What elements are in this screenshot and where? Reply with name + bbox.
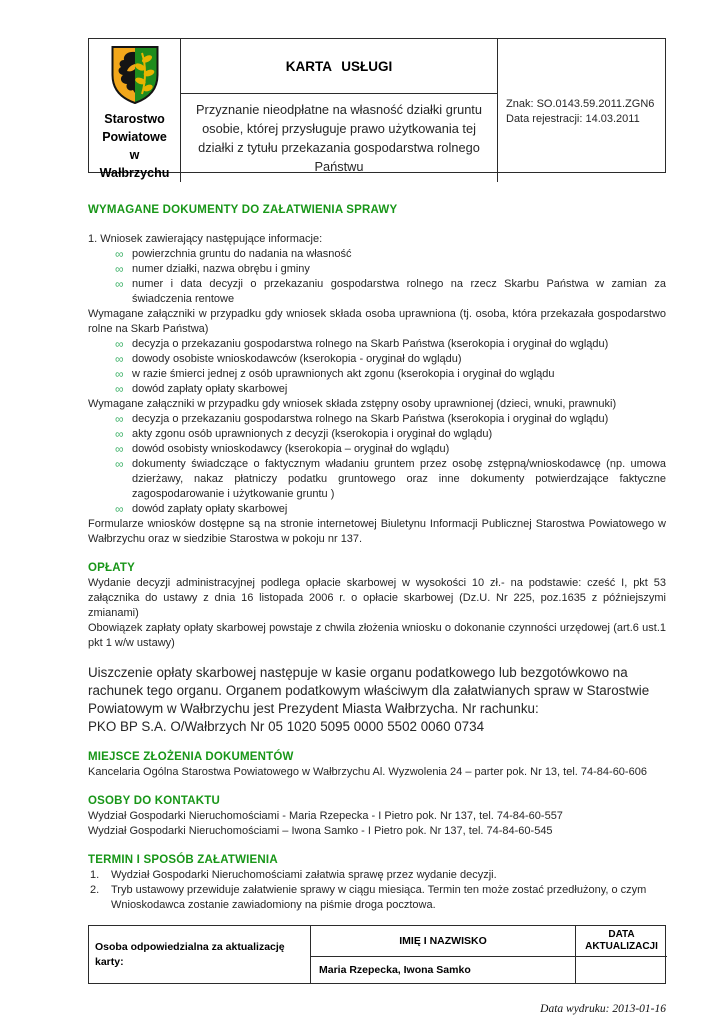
section-heading-deadline: TERMIN I SPOSÓB ZAŁATWIENIA (88, 854, 278, 866)
infinity-bullet-icon: ∞ (115, 457, 124, 471)
list-item (88, 427, 666, 442)
payment-info-paragraph (88, 664, 666, 736)
coat-of-arms-icon (110, 45, 160, 110)
list-item-text: numer działki, nazwa obrębu i gminy (132, 263, 310, 275)
office-logo-cell (89, 39, 181, 182)
office-name-line: w (129, 148, 140, 162)
list-item (88, 352, 666, 367)
reference-cell (498, 39, 667, 182)
list-item (88, 457, 666, 502)
infinity-bullet-icon: ∞ (115, 277, 124, 291)
list-item (88, 367, 666, 382)
paragraph: 1. Wniosek zawierający następujące informacje: (88, 233, 323, 245)
office-name-line: Wałbrzychu (99, 166, 170, 180)
infinity-bullet-icon: ∞ (115, 352, 124, 366)
infinity-bullet-icon: ∞ (115, 442, 124, 456)
item-number: 2. (90, 884, 100, 896)
section-heading-contacts: OSOBY DO KONTAKTU (88, 795, 221, 807)
list-item-text: numer i data decyzji o przekazaniu gospodarstwa rolnego na rzecz Skarbu Państwa w zamian za świadczenia rentowe (132, 278, 666, 305)
contact-line: Wydział Gospodarki Nieruchomościami – Iwona Samko - I Pietro pok. Nr 137, tel. 74-84-60-545 (88, 825, 553, 837)
paragraph: Wydanie decyzji administracyjnej podlega opłacie skarbowej w wysokości 10 zł.- na podstawie: cześć I, pkt 53 załącznika do ustawy z dnia 16 listopada 2006 r. o opłacie skarbowej (Dz.U. Nr 225, poz.1635 z późniejszymi zmianami) (88, 577, 666, 619)
infinity-bullet-icon: ∞ (115, 367, 124, 381)
numbered-item-text: Wydział Gospodarki Nieruchomościami załatwia sprawę przez wydanie decyzji. (111, 869, 497, 881)
infinity-bullet-icon: ∞ (115, 427, 124, 441)
paragraph: Obowiązek zapłaty opłaty skarbowej powstaje z chwila złożenia wniosku o dokonanie czynności urzędowej (art.6 ust.1 pkt 1 w/w ustawy) (88, 622, 666, 649)
update-date-column-header: DATA AKTUALIZACJI (576, 926, 667, 957)
list-item-text: decyzja o przekazaniu gospodarstwa rolnego na Skarb Państwa (kserokopia i oryginał do wglądu) (132, 338, 609, 350)
list-item (88, 262, 666, 277)
list-item (88, 382, 666, 397)
bank-account-number: PKO BP S.A. O/Wałbrzych Nr 05 1020 5095 0000 5502 0060 0734 (88, 719, 485, 734)
update-info-table (88, 925, 666, 984)
office-name-line: Starostwo (104, 112, 165, 126)
numbered-item (88, 883, 666, 913)
header-table (88, 38, 666, 180)
paragraph: Wymagane załączniki w przypadku gdy wniosek składa zstępny osoby uprawnionej (dzieci, wnuki, prawnuki) (88, 398, 617, 410)
registration-date: Data rejestracji: 14.03.2011 (506, 113, 640, 125)
infinity-bullet-icon: ∞ (115, 247, 124, 261)
list-item-text: dowód zapłaty opłaty skarbowej (132, 383, 288, 395)
card-title: KARTA USŁUGI (181, 39, 497, 94)
list-item-text: powierzchnia gruntu do nadania na własność (132, 248, 352, 260)
list-item (88, 442, 666, 457)
list-item-text: dowód osobisty wnioskodawcy (kserokopia – oryginał do wglądu) (132, 443, 450, 455)
card-title-cell (181, 39, 498, 182)
list-item (88, 412, 666, 427)
infinity-bullet-icon: ∞ (115, 337, 124, 351)
list-item (88, 337, 666, 352)
list-item (88, 247, 666, 262)
office-name (100, 110, 170, 182)
paragraph: Formularze wniosków dostępne są na stronie internetowej Biuletynu Informacji Publicznej Starostwa Powiatowego w Wałbrzychu oraz w siedzibie Starostwa w pokoju nr 137. (88, 518, 666, 545)
list-item-text: dowód zapłaty opłaty skarbowej (132, 503, 288, 515)
section-heading-required-docs: WYMAGANE DOKUMENTY DO ZAŁATWIENIA SPRAWY (88, 204, 398, 216)
contact-line: Wydział Gospodarki Nieruchomościami - Maria Rzepecka - I Pietro pok. Nr 137, tel. 74-84-60-557 (88, 810, 563, 822)
list-item (88, 502, 666, 517)
service-title: Przyznanie nieodpłatne na własność działki gruntu osobie, której przysługuje prawo użytkowania tej działki z tytułu przekazania gospodarstwa rolnego Państwu (196, 102, 482, 174)
list-item-text: w razie śmierci jednej z osób uprawnionych akt zgonu (kserokopia i oryginał do wglądu (132, 368, 555, 380)
case-reference: Znak: SO.0143.59.2011.ZGN6 (506, 98, 655, 110)
numbered-item-text: Tryb ustawowy przewiduje załatwienie sprawy w ciągu miesiąca. Termin ten może zostać przedłużony, o czym Wnioskodawca zostanie zawiadomiony na piśmie droga pocztowa. (111, 884, 647, 911)
office-name-line: Powiatowe (102, 130, 167, 144)
name-column-header: IMIĘ I NAZWISKO (311, 926, 576, 957)
list-item-text: decyzja o przekazaniu gospodarstwa rolnego na Skarb Państwa (kserokopia i oryginał do wglądu) (132, 413, 609, 425)
payment-info-text: Uiszczenie opłaty skarbowej następuje w kasie organu podatkowego lub bezgotówkowo na rachunek tego organu. Organem podatkowym właściwym dla załatwianych spraw w Starostwie Powiatowym w Wałbrzychu jest Prezydent Miasta Wałbrzycha. Nr rachunku: (88, 665, 650, 716)
list-item (88, 277, 666, 307)
infinity-bullet-icon: ∞ (115, 382, 124, 396)
item-number: 1. (90, 869, 100, 881)
service-card-document (88, 38, 666, 1017)
print-date: Data wydruku: 2013-01-16 (540, 1003, 666, 1015)
list-item-text: akty zgonu osób uprawnionych z decyzji (kserokopia i oryginał do wglądu) (132, 428, 493, 440)
numbered-item (88, 868, 666, 883)
update-date-value (576, 957, 667, 983)
infinity-bullet-icon: ∞ (115, 502, 124, 516)
list-item-text: dowody osobiste wnioskodawców (kserokopia - oryginał do wglądu) (132, 353, 462, 365)
paragraph: Kancelaria Ogólna Starostwa Powiatowego w Wałbrzychu Al. Wyzwolenia 24 – parter pok. Nr 13, tel. 74-84-60-606 (88, 766, 647, 778)
responsible-person-label: Osoba odpowiedzialna za aktualizację karty: (89, 926, 311, 983)
responsible-person-names: Maria Rzepecka, Iwona Samko (311, 957, 576, 983)
list-item-text: dokumenty świadczące o faktycznym władaniu gruntem przez osobę zstępną/wnioskodawcę (np. umowa dzierżawy, nakaz płatniczy podatku gruntowego oraz inne dokumenty potwierdzające faktyczne zagospodarowanie i użytkowanie gruntu ) (132, 458, 666, 500)
section-heading-submission: MIEJSCE ZŁOŻENIA DOKUMENTÓW (88, 751, 294, 763)
infinity-bullet-icon: ∞ (115, 412, 124, 426)
infinity-bullet-icon: ∞ (115, 262, 124, 276)
document-body (88, 203, 666, 1017)
paragraph: Wymagane załączniki w przypadku gdy wniosek składa osoba uprawniona (tj. osoba, która przekazała gospodarstwo rolne na Skarb Państwa) (88, 308, 666, 335)
section-heading-fees: OPŁATY (88, 562, 135, 574)
